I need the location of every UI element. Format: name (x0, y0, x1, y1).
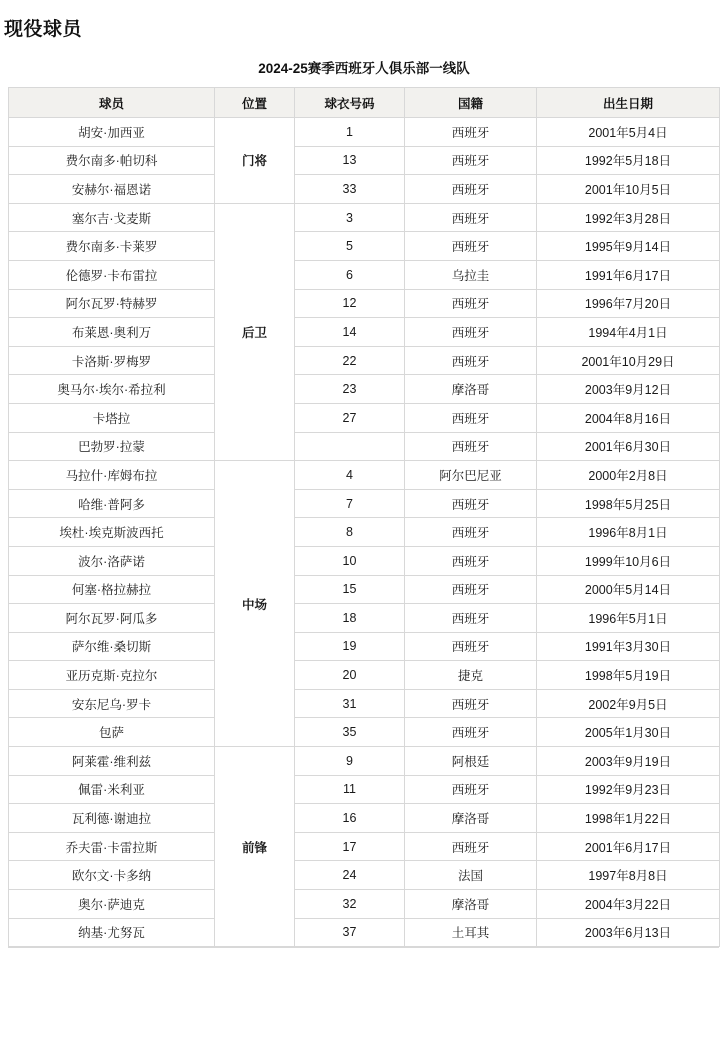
cell-number: 37 (295, 918, 405, 947)
cell-player: 奥马尔·埃尔·希拉利 (9, 375, 215, 404)
cell-nationality: 西班牙 (405, 146, 537, 175)
cell-player: 马拉什·库姆布拉 (9, 461, 215, 490)
cell-dob: 2000年5月14日 (537, 575, 720, 604)
cell-dob: 2003年9月12日 (537, 375, 720, 404)
cell-number: 5 (295, 232, 405, 261)
table-row (9, 461, 720, 490)
table-caption: 2024-25赛季西班牙人俱乐部一线队 (258, 61, 470, 76)
table-row (9, 804, 720, 833)
cell-dob: 2003年6月13日 (537, 918, 720, 947)
table-row (9, 775, 720, 804)
cell-number: 27 (295, 403, 405, 432)
table-row (9, 890, 720, 919)
cell-player: 包萨 (9, 718, 215, 747)
bottom-divider (8, 947, 719, 948)
table-row (9, 232, 720, 261)
column-header-player: 球员 (9, 88, 215, 118)
cell-player: 布莱恩·奥利万 (9, 318, 215, 347)
cell-nationality: 西班牙 (405, 175, 537, 204)
cell-player: 安东尼乌·罗卡 (9, 689, 215, 718)
cell-number: 13 (295, 146, 405, 175)
cell-nationality: 西班牙 (405, 318, 537, 347)
cell-nationality: 乌拉圭 (405, 260, 537, 289)
cell-dob: 1996年5月1日 (537, 604, 720, 633)
cell-player: 塞尔吉·戈麦斯 (9, 203, 215, 232)
cell-nationality: 西班牙 (405, 518, 537, 547)
cell-dob: 1997年8月8日 (537, 861, 720, 890)
table-row (9, 661, 720, 690)
cell-number: 11 (295, 775, 405, 804)
cell-number: 18 (295, 604, 405, 633)
table-body (9, 118, 720, 947)
cell-dob: 2001年10月5日 (537, 175, 720, 204)
cell-dob: 2004年8月16日 (537, 403, 720, 432)
cell-player: 费尔南多·帕切科 (9, 146, 215, 175)
table-row (9, 689, 720, 718)
cell-number: 4 (295, 461, 405, 490)
cell-player: 纳基·尤努瓦 (9, 918, 215, 947)
cell-nationality: 西班牙 (405, 489, 537, 518)
cell-nationality: 法国 (405, 861, 537, 890)
cell-number: 32 (295, 890, 405, 919)
cell-player: 佩雷·米利亚 (9, 775, 215, 804)
cell-nationality: 摩洛哥 (405, 804, 537, 833)
table-row (9, 203, 720, 232)
cell-player: 伦德罗·卡布雷拉 (9, 260, 215, 289)
cell-number: 19 (295, 632, 405, 661)
cell-player: 安赫尔·福恩诺 (9, 175, 215, 204)
table-row (9, 489, 720, 518)
table-row (9, 575, 720, 604)
cell-position: 前锋 (215, 747, 295, 947)
cell-nationality: 西班牙 (405, 203, 537, 232)
table-row (9, 289, 720, 318)
cell-nationality: 西班牙 (405, 232, 537, 261)
cell-number: 3 (295, 203, 405, 232)
cell-number: 1 (295, 118, 405, 147)
column-header-position: 位置 (215, 88, 295, 118)
cell-nationality: 摩洛哥 (405, 375, 537, 404)
cell-nationality: 阿根廷 (405, 747, 537, 776)
cell-nationality: 西班牙 (405, 118, 537, 147)
cell-dob: 2001年6月30日 (537, 432, 720, 461)
cell-dob: 2004年3月22日 (537, 890, 720, 919)
cell-dob: 1999年10月6日 (537, 546, 720, 575)
cell-dob: 2003年9月19日 (537, 747, 720, 776)
cell-player: 埃杜·埃克斯波西托 (9, 518, 215, 547)
table-row (9, 146, 720, 175)
cell-dob: 1995年9月14日 (537, 232, 720, 261)
table-row (9, 260, 720, 289)
column-header-number: 球衣号码 (295, 88, 405, 118)
squad-table (8, 51, 720, 947)
cell-nationality: 西班牙 (405, 718, 537, 747)
table-row (9, 546, 720, 575)
table-row (9, 918, 720, 947)
cell-player: 瓦利德·谢迪拉 (9, 804, 215, 833)
cell-number: 17 (295, 832, 405, 861)
table-row (9, 518, 720, 547)
squad-table-container (0, 51, 727, 947)
cell-position: 后卫 (215, 203, 295, 460)
cell-dob: 2000年2月8日 (537, 461, 720, 490)
cell-player: 费尔南多·卡莱罗 (9, 232, 215, 261)
cell-player: 哈维·普阿多 (9, 489, 215, 518)
cell-nationality: 西班牙 (405, 832, 537, 861)
cell-nationality: 西班牙 (405, 689, 537, 718)
cell-dob: 2002年9月5日 (537, 689, 720, 718)
cell-player: 胡安·加西亚 (9, 118, 215, 147)
page-title: 现役球员 (4, 19, 83, 40)
table-row (9, 432, 720, 461)
cell-player: 欧尔文·卡多纳 (9, 861, 215, 890)
cell-number: 35 (295, 718, 405, 747)
cell-dob: 1998年5月25日 (537, 489, 720, 518)
column-header-dob: 出生日期 (537, 88, 720, 118)
cell-dob: 1992年5月18日 (537, 146, 720, 175)
table-header-row (9, 88, 720, 118)
cell-dob: 1991年6月17日 (537, 260, 720, 289)
cell-player: 波尔·洛萨诺 (9, 546, 215, 575)
cell-position: 门将 (215, 118, 295, 204)
cell-number (295, 432, 405, 461)
cell-number: 14 (295, 318, 405, 347)
cell-number: 20 (295, 661, 405, 690)
table-row (9, 118, 720, 147)
cell-nationality: 西班牙 (405, 775, 537, 804)
table-row (9, 346, 720, 375)
cell-player: 卡塔拉 (9, 403, 215, 432)
cell-player: 奥尔·萨迪克 (9, 890, 215, 919)
cell-number: 23 (295, 375, 405, 404)
cell-player: 萨尔维·桑切斯 (9, 632, 215, 661)
cell-number: 22 (295, 346, 405, 375)
cell-nationality: 土耳其 (405, 918, 537, 947)
table-row (9, 403, 720, 432)
column-header-nationality: 国籍 (405, 88, 537, 118)
table-row (9, 632, 720, 661)
cell-dob: 2001年5月4日 (537, 118, 720, 147)
cell-nationality: 西班牙 (405, 346, 537, 375)
table-row (9, 375, 720, 404)
table-row (9, 718, 720, 747)
cell-nationality: 阿尔巴尼亚 (405, 461, 537, 490)
cell-dob: 2005年1月30日 (537, 718, 720, 747)
cell-dob: 1998年5月19日 (537, 661, 720, 690)
cell-player: 何塞·格拉赫拉 (9, 575, 215, 604)
cell-player: 巴勃罗·拉蒙 (9, 432, 215, 461)
cell-player: 乔夫雷·卡雷拉斯 (9, 832, 215, 861)
cell-number: 16 (295, 804, 405, 833)
cell-position: 中场 (215, 461, 295, 747)
cell-dob: 1992年9月23日 (537, 775, 720, 804)
cell-dob: 1996年8月1日 (537, 518, 720, 547)
cell-player: 卡洛斯·罗梅罗 (9, 346, 215, 375)
cell-dob: 1992年3月28日 (537, 203, 720, 232)
cell-nationality: 摩洛哥 (405, 890, 537, 919)
cell-player: 阿尔瓦罗·特赫罗 (9, 289, 215, 318)
cell-player: 阿尔瓦罗·阿瓜多 (9, 604, 215, 633)
cell-number: 8 (295, 518, 405, 547)
cell-dob: 1994年4月1日 (537, 318, 720, 347)
cell-number: 6 (295, 260, 405, 289)
cell-number: 24 (295, 861, 405, 890)
cell-nationality: 西班牙 (405, 546, 537, 575)
table-row (9, 175, 720, 204)
table-row (9, 747, 720, 776)
cell-dob: 1996年7月20日 (537, 289, 720, 318)
cell-nationality: 西班牙 (405, 604, 537, 633)
cell-nationality: 捷克 (405, 661, 537, 690)
table-row (9, 318, 720, 347)
cell-dob: 2001年10月29日 (537, 346, 720, 375)
cell-nationality: 西班牙 (405, 289, 537, 318)
table-row (9, 832, 720, 861)
cell-number: 7 (295, 489, 405, 518)
cell-nationality: 西班牙 (405, 432, 537, 461)
cell-dob: 1998年1月22日 (537, 804, 720, 833)
cell-number: 9 (295, 747, 405, 776)
cell-player: 阿莱霍·维利兹 (9, 747, 215, 776)
cell-number: 31 (295, 689, 405, 718)
cell-player: 亚历克斯·克拉尔 (9, 661, 215, 690)
cell-number: 33 (295, 175, 405, 204)
cell-number: 10 (295, 546, 405, 575)
table-header (9, 88, 720, 118)
cell-nationality: 西班牙 (405, 403, 537, 432)
cell-nationality: 西班牙 (405, 575, 537, 604)
table-row (9, 604, 720, 633)
cell-dob: 2001年6月17日 (537, 832, 720, 861)
table-row (9, 861, 720, 890)
cell-number: 12 (295, 289, 405, 318)
cell-dob: 1991年3月30日 (537, 632, 720, 661)
cell-nationality: 西班牙 (405, 632, 537, 661)
cell-number: 15 (295, 575, 405, 604)
